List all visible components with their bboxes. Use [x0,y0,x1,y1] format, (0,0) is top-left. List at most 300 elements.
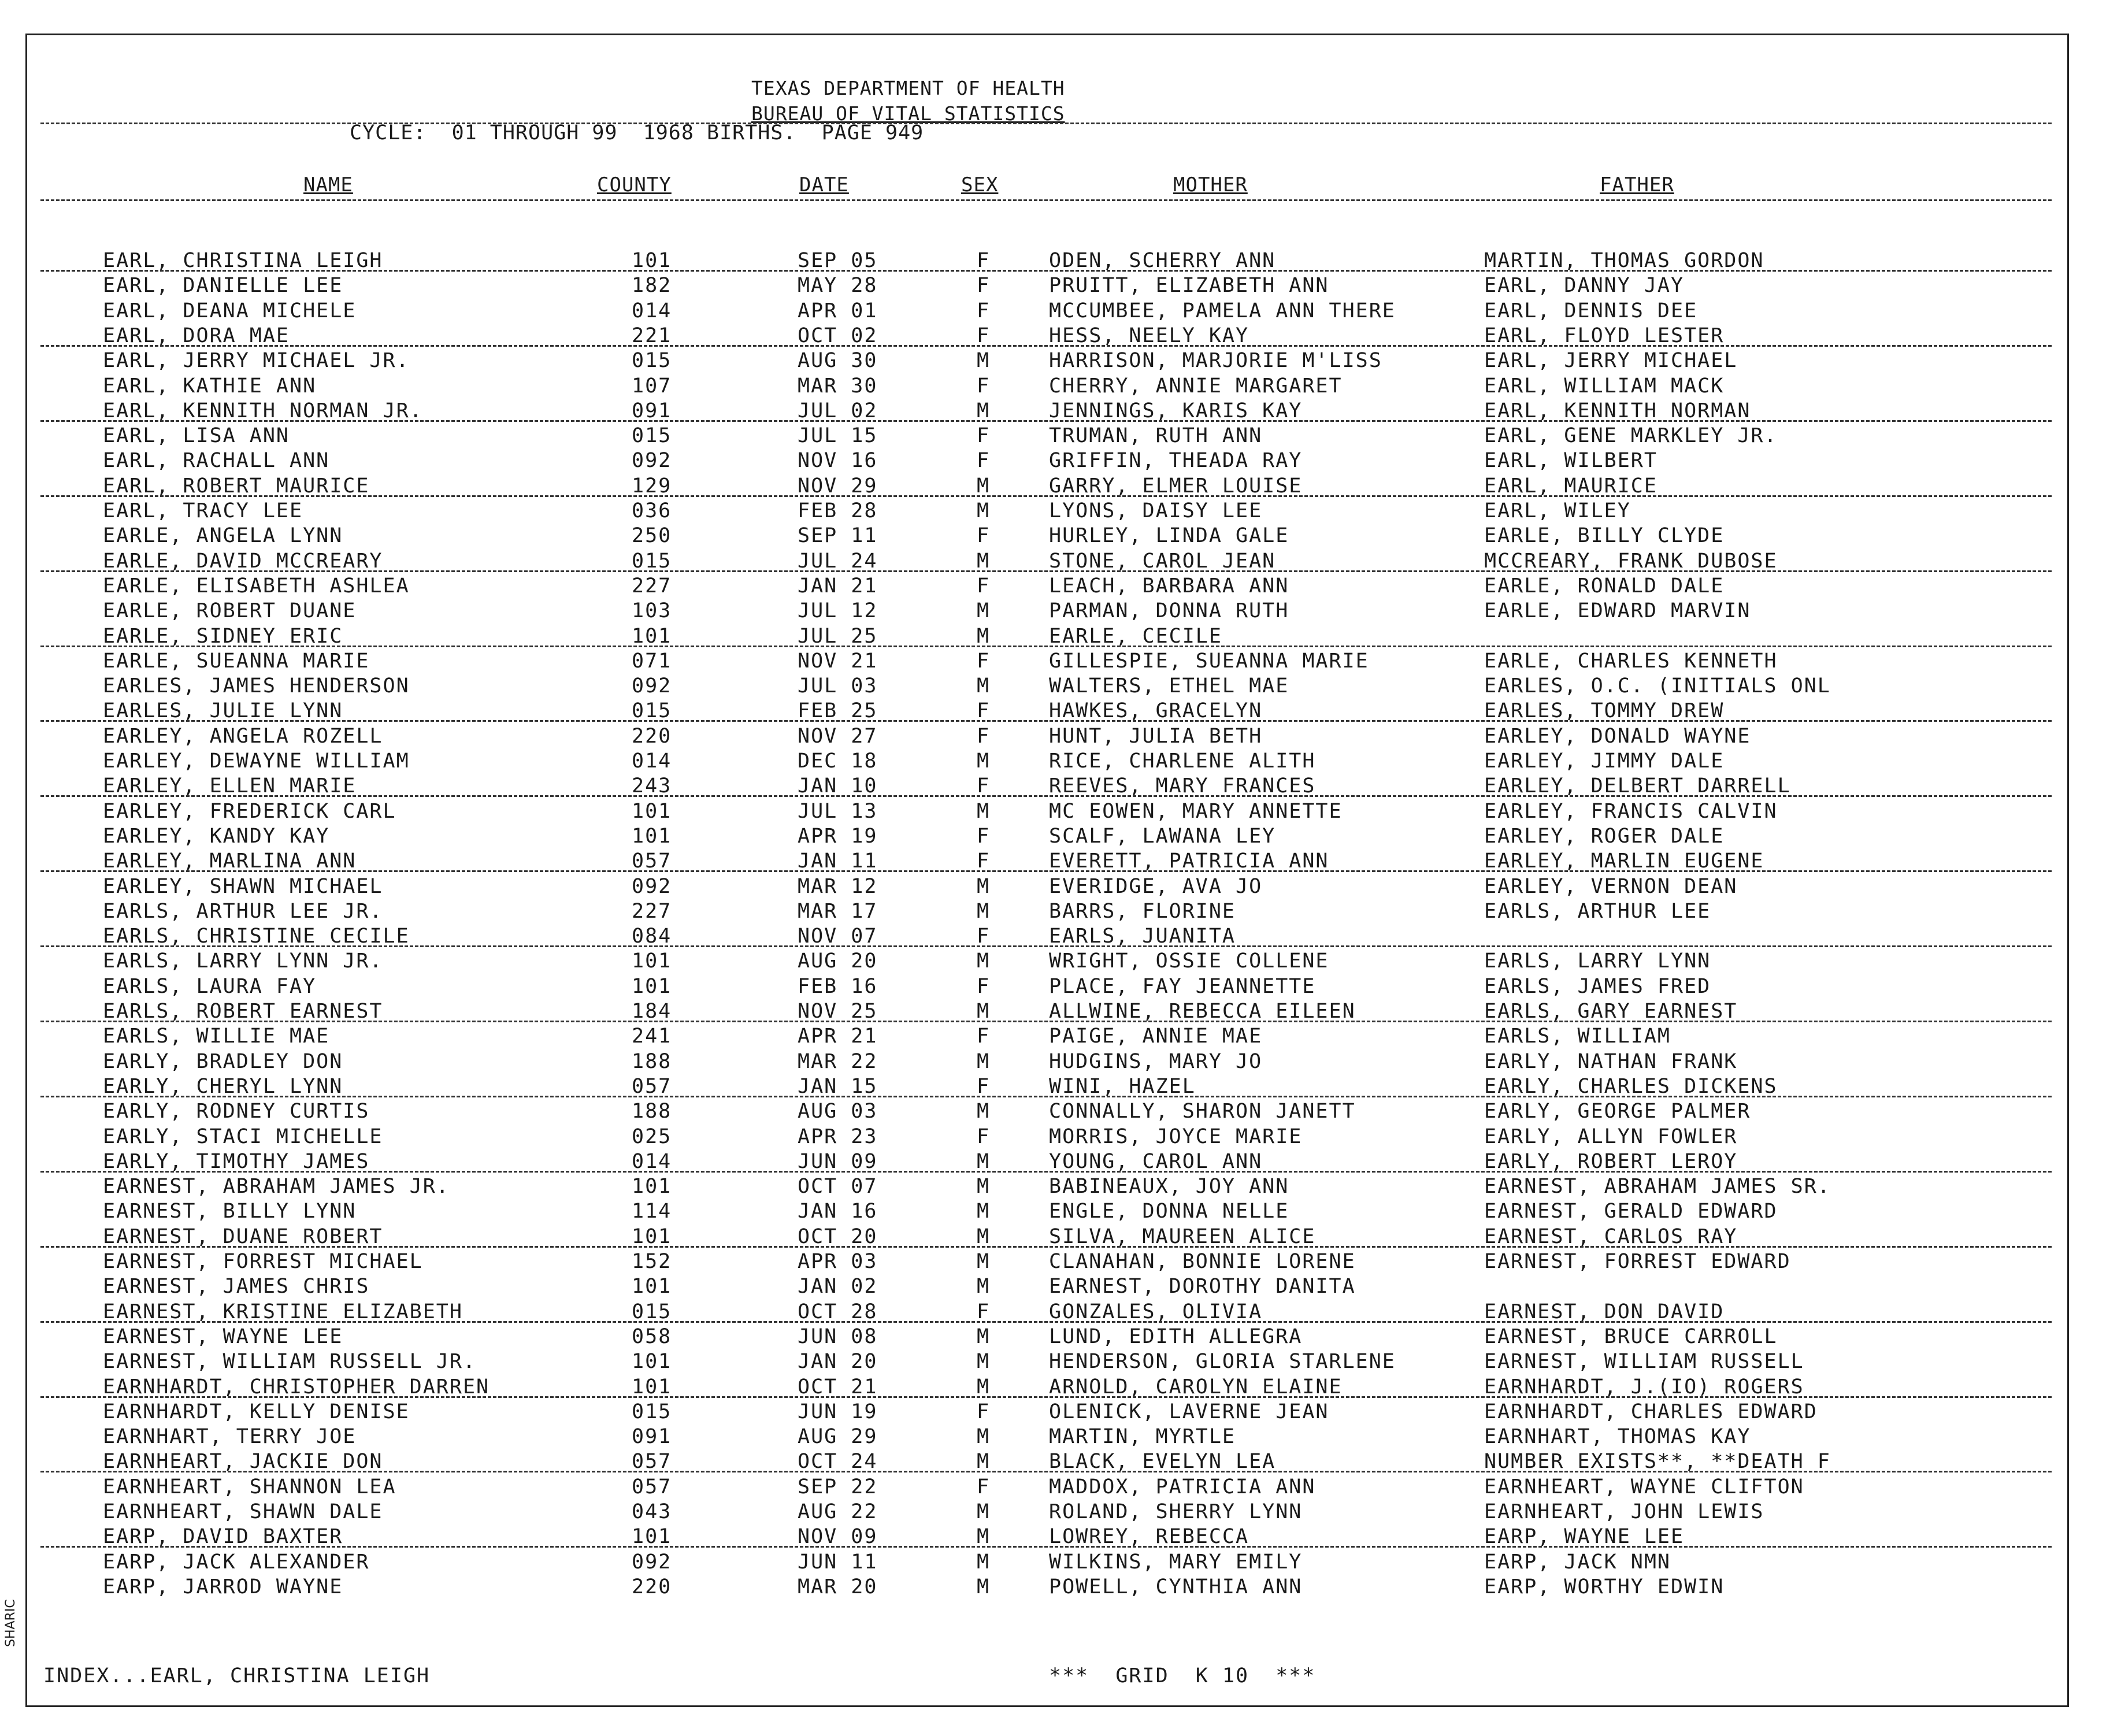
cell-father: EARL, DENNIS DEE [1484,299,1698,322]
cell-name: EARLE, SIDNEY ERIC [103,624,343,648]
table-row [0,299,2121,324]
cell-date: SEP 22 [798,1475,878,1498]
cell-mother: PLACE, FAY JEANNETTE [1049,974,1316,998]
column-header-mother: MOTHER [1173,173,1248,196]
cell-sex: M [977,1375,991,1399]
column-header-father: FATHER [1600,173,1674,196]
cell-name: EARNHARDT, CHRISTOPHER DARREN [103,1375,490,1399]
cell-sex: F [977,574,991,598]
cell-father: EARLEY, JIMMY DALE [1484,750,1725,773]
row-separator [40,1396,2052,1398]
cell-mother: LYONS, DAISY LEE [1049,499,1263,522]
cell-mother: WILKINS, MARY EMILY [1049,1550,1303,1574]
table-row [0,1325,2121,1349]
cell-name: EARL, DANIELLE LEE [103,274,343,298]
cell-father: EARLS, LARRY LYNN [1484,949,1711,973]
cell-county: 015 [632,424,672,448]
cell-date: SEP 05 [798,249,878,272]
rule-top [40,123,2052,124]
row-separator [40,270,2052,272]
cell-father: EARNEST, DON DAVID [1484,1300,1725,1323]
table-row [0,1274,2121,1299]
cell-mother: PAIGE, ANNIE MAE [1049,1025,1263,1048]
table-row [0,1500,2121,1524]
cell-father: EARLS, GARY EARNEST [1484,1000,1738,1023]
cell-mother: YOUNG, CAROL ANN [1049,1149,1263,1173]
cell-mother: REEVES, MARY FRANCES [1049,774,1316,798]
cell-date: JAN 16 [798,1200,878,1223]
cell-county: 101 [632,949,672,973]
cell-name: EARL, KENNITH NORMAN JR. [103,399,423,422]
cell-date: JUL 12 [798,599,878,623]
column-header-sex: SEX [961,173,999,196]
cell-sex: M [977,1325,991,1348]
cell-name: EARNEST, ABRAHAM JAMES JR. [103,1175,450,1199]
cell-father: EARNHEART, JOHN LEWIS [1484,1500,1764,1523]
cell-sex: F [977,774,991,798]
cell-name: EARLE, ANGELA LYNN [103,524,343,548]
cell-mother: MC EOWEN, MARY ANNETTE [1049,799,1343,823]
cell-name: EARNEST, FORREST MICHAEL [103,1250,423,1273]
index-label: INDEX...EARL, CHRISTINA LEIGH [43,1664,431,1687]
cell-date: JAN 02 [798,1275,878,1299]
cell-sex: M [977,1175,991,1199]
cell-sex: M [977,1000,991,1023]
cell-mother: WRIGHT, OSSIE COLLENE [1049,949,1329,973]
cell-father: EARL, FLOYD LESTER [1484,324,1725,347]
cell-mother: PRUITT, ELIZABETH ANN [1049,274,1329,298]
cell-county: 107 [632,374,672,398]
cell-name: EARNHEART, JACKIE DON [103,1450,383,1474]
cell-date: FEB 28 [798,499,878,522]
cell-father: EARLY, ALLYN FOWLER [1484,1125,1738,1148]
cell-mother: ODEN, SCHERRY ANN [1049,249,1276,272]
cell-mother: MADDOX, PATRICIA ANN [1049,1475,1316,1498]
row-separator [40,870,2052,872]
cell-father: EARL, MAURICE [1484,474,1658,498]
cell-sex: F [977,424,991,448]
cell-name: EARLY, RODNEY CURTIS [103,1100,370,1123]
cell-name: EARP, JARROD WAYNE [103,1575,343,1598]
cell-date: APR 23 [798,1125,878,1148]
cell-date: DEC 18 [798,750,878,773]
cell-father: EARP, WORTHY EDWIN [1484,1575,1725,1598]
cell-county: 058 [632,1325,672,1348]
cell-county: 241 [632,1025,672,1048]
cell-sex: M [977,349,991,373]
cell-date: JUN 08 [798,1325,878,1348]
cell-date: JAN 21 [798,574,878,598]
cell-county: 092 [632,1550,672,1574]
cell-sex: M [977,1525,991,1549]
cell-county: 101 [632,624,672,648]
grid-label: *** GRID K 10 *** [1049,1664,1316,1687]
cell-sex: M [977,399,991,422]
cell-name: EARNEST, KRISTINE ELIZABETH [103,1300,463,1323]
table-row [0,674,2121,699]
cell-name: EARP, JACK ALEXANDER [103,1550,370,1574]
cell-father: EARNHARDT, CHARLES EDWARD [1484,1400,1818,1423]
cell-county: 043 [632,1500,672,1523]
cell-sex: M [977,1500,991,1523]
cell-name: EARLE, DAVID MCCREARY [103,549,383,573]
cell-sex: M [977,1225,991,1248]
cell-date: OCT 24 [798,1450,878,1474]
cell-date: JAN 10 [798,774,878,798]
row-separator [40,1321,2052,1323]
cell-date: OCT 02 [798,324,878,347]
cell-name: EARNEST, DUANE ROBERT [103,1225,383,1248]
cell-mother: HESS, NEELY KAY [1049,324,1249,347]
cell-father: EARL, GENE MARKLEY JR. [1484,424,1778,448]
cell-county: 091 [632,1425,672,1449]
cell-sex: M [977,874,991,898]
cell-father: EARLY, CHARLES DICKENS [1484,1074,1778,1098]
cell-county: 103 [632,599,672,623]
cell-date: JAN 15 [798,1074,878,1098]
cell-county: 015 [632,1400,672,1423]
cell-father: EARLS, WILLIAM [1484,1025,1671,1048]
column-header-name: NAME [303,173,353,196]
cell-name: EARLEY, FREDERICK CARL [103,799,396,823]
cell-county: 227 [632,574,672,598]
cell-date: OCT 07 [798,1175,878,1199]
cell-sex: F [977,850,991,873]
cell-sex: F [977,1400,991,1423]
cell-date: NOV 21 [798,649,878,673]
cell-name: EARNEST, WAYNE LEE [103,1325,343,1348]
cell-county: 084 [632,925,672,948]
cell-name: EARLS, ROBERT EARNEST [103,1000,383,1023]
row-separator [40,495,2052,497]
cell-date: JUL 02 [798,399,878,422]
table-row [0,1199,2121,1224]
cell-mother: EVERETT, PATRICIA ANN [1049,850,1329,873]
cell-county: 188 [632,1100,672,1123]
cell-county: 227 [632,899,672,923]
cell-mother: ALLWINE, REBECCA EILEEN [1049,1000,1356,1023]
cell-father: EARLES, TOMMY DREW [1484,699,1725,723]
cell-sex: F [977,1074,991,1098]
cell-mother: CLANAHAN, BONNIE LORENE [1049,1250,1356,1273]
cell-mother: EARLS, JUANITA [1049,925,1236,948]
cell-name: EARNEST, BILLY LYNN [103,1200,357,1223]
table-row [0,824,2121,849]
cell-sex: F [977,449,991,473]
cell-date: JUL 24 [798,549,878,573]
cell-date: MAR 22 [798,1049,878,1073]
row-separator [40,420,2052,422]
row-separator [40,1021,2052,1022]
cell-name: EARLY, TIMOTHY JAMES [103,1149,370,1173]
cell-date: JUN 11 [798,1550,878,1574]
cell-county: 015 [632,349,672,373]
cell-sex: M [977,1200,991,1223]
cell-father: EARLE, EDWARD MARVIN [1484,599,1751,623]
bureau-title: BUREAU OF VITAL STATISTICS [751,102,1065,125]
cell-county: 221 [632,324,672,347]
cell-name: EARLY, BRADLEY DON [103,1049,343,1073]
cell-mother: ROLAND, SHERRY LYNN [1049,1500,1303,1523]
cell-father: EARNEST, FORREST EDWARD [1484,1250,1791,1273]
cell-father: EARLEY, DONALD WAYNE [1484,724,1751,748]
cell-sex: M [977,549,991,573]
cell-county: 092 [632,874,672,898]
cell-mother: PARMAN, DONNA RUTH [1049,599,1289,623]
cell-mother: GILLESPIE, SUEANNA MARIE [1049,649,1369,673]
cell-county: 057 [632,850,672,873]
table-row [0,1174,2121,1199]
cell-county: 014 [632,1149,672,1173]
cell-county: 091 [632,399,672,422]
side-label: SHARIC [3,1599,18,1647]
cell-sex: F [977,974,991,998]
cell-mother: EARLE, CECILE [1049,624,1222,648]
cell-mother: LOWREY, REBECCA [1049,1525,1249,1549]
cell-date: NOV 25 [798,1000,878,1023]
table-row [0,1475,2121,1500]
cell-sex: F [977,1475,991,1498]
table-row [0,799,2121,824]
cell-date: FEB 25 [798,699,878,723]
cell-date: MAY 28 [798,274,878,298]
cell-father: EARLY, GEORGE PALMER [1484,1100,1751,1123]
cell-father: EARLES, O.C. (INITIALS ONL [1484,674,1831,698]
cell-father: EARP, WAYNE LEE [1484,1525,1685,1549]
cell-mother: HENDERSON, GLORIA STARLENE [1049,1350,1396,1374]
cell-county: 101 [632,1375,672,1399]
cell-name: EARL, TRACY LEE [103,499,303,522]
cell-county: 057 [632,1450,672,1474]
cell-father: EARP, JACK NMN [1484,1550,1671,1574]
row-separator [40,795,2052,797]
cell-name: EARL, ROBERT MAURICE [103,474,370,498]
cell-date: JUN 09 [798,1149,878,1173]
cell-mother: CHERRY, ANNIE MARGARET [1049,374,1343,398]
row-separator [40,1471,2052,1472]
cell-sex: F [977,324,991,347]
table-row [0,949,2121,974]
cell-father: EARLE, CHARLES KENNETH [1484,649,1778,673]
cell-county: 114 [632,1200,672,1223]
cell-mother: SCALF, LAWANA LEY [1049,824,1276,848]
cell-county: 071 [632,649,672,673]
cell-father: EARNHARDT, J.(IO) ROGERS [1484,1375,1804,1399]
cell-sex: M [977,1250,991,1273]
cell-county: 220 [632,1575,672,1598]
cell-county: 243 [632,774,672,798]
cell-name: EARNHART, TERRY JOE [103,1425,357,1449]
row-separator [40,646,2052,647]
cell-name: EARLS, LARRY LYNN JR. [103,949,383,973]
cell-father: MCCREARY, FRANK DUBOSE [1484,549,1778,573]
rule-header [40,199,2052,201]
cell-name: EARLS, CHRISTINE CECILE [103,925,410,948]
cell-sex: M [977,1350,991,1374]
cell-county: 101 [632,1275,672,1299]
cell-date: MAR 17 [798,899,878,923]
table-row [0,974,2121,999]
cell-name: EARL, CHRISTINA LEIGH [103,249,383,272]
column-header-county: COUNTY [597,173,672,196]
cell-sex: M [977,949,991,973]
cell-father: EARL, JERRY MICHAEL [1484,349,1738,373]
cell-name: EARLY, CHERYL LYNN [103,1074,343,1098]
cell-sex: F [977,649,991,673]
cell-sex: M [977,899,991,923]
cell-county: 092 [632,674,672,698]
cell-father: EARL, WILEY [1484,499,1631,522]
cell-sex: M [977,1450,991,1474]
cell-county: 057 [632,1074,672,1098]
cell-father: EARLY, NATHAN FRANK [1484,1049,1738,1073]
table-row [0,1049,2121,1074]
row-separator [40,1171,2052,1173]
cell-county: 014 [632,750,672,773]
cell-county: 025 [632,1125,672,1148]
cell-date: AUG 29 [798,1425,878,1449]
cell-mother: MARTIN, MYRTLE [1049,1425,1236,1449]
cell-father: EARNEST, WILLIAM RUSSELL [1484,1350,1804,1374]
cell-name: EARLEY, DEWAYNE WILLIAM [103,750,410,773]
cell-name: EARNHARDT, KELLY DENISE [103,1400,410,1423]
cell-father: EARL, KENNITH NORMAN [1484,399,1751,422]
cell-date: JUL 15 [798,424,878,448]
cell-father: EARLEY, ROGER DALE [1484,824,1725,848]
row-separator [40,1546,2052,1548]
table-row [0,724,2121,749]
cell-sex: M [977,624,991,648]
cell-county: 101 [632,249,672,272]
cell-mother: MORRIS, JOYCE MARIE [1049,1125,1303,1148]
cell-sex: F [977,274,991,298]
table-row [0,1024,2121,1049]
cell-county: 101 [632,1175,672,1199]
cell-father: EARNHEART, WAYNE CLIFTON [1484,1475,1804,1498]
cell-date: JUL 03 [798,674,878,698]
cell-date: AUG 30 [798,349,878,373]
cell-father: EARLY, ROBERT LEROY [1484,1149,1738,1173]
cell-name: EARLEY, KANDY KAY [103,824,330,848]
cell-county: 014 [632,299,672,322]
cell-date: SEP 11 [798,524,878,548]
cell-county: 015 [632,699,672,723]
cell-date: JUL 13 [798,799,878,823]
cell-county: 152 [632,1250,672,1273]
cell-name: EARLS, ARTHUR LEE JR. [103,899,383,923]
cell-name: EARLE, SUEANNA MARIE [103,649,370,673]
cell-mother: TRUMAN, RUTH ANN [1049,424,1263,448]
cell-mother: WALTERS, ETHEL MAE [1049,674,1289,698]
table-row [0,1349,2121,1374]
cell-name: EARNHEART, SHANNON LEA [103,1475,396,1498]
cell-sex: F [977,1125,991,1148]
cell-father: EARL, WILBERT [1484,449,1658,473]
cell-mother: OLENICK, LAVERNE JEAN [1049,1400,1329,1423]
cell-name: EARLE, ELISABETH ASHLEA [103,574,410,598]
cell-name: EARLS, LAURA FAY [103,974,317,998]
cell-father: EARL, WILLIAM MACK [1484,374,1725,398]
cell-county: 101 [632,1350,672,1374]
table-row [0,1575,2121,1600]
cell-sex: F [977,524,991,548]
cell-sex: M [977,674,991,698]
cell-mother: EARNEST, DOROTHY DANITA [1049,1275,1356,1299]
cell-mother: STONE, CAROL JEAN [1049,549,1276,573]
table-row [0,348,2121,373]
cell-county: 220 [632,724,672,748]
row-separator [40,720,2052,722]
cell-mother: HARRISON, MARJORIE M'LISS [1049,349,1382,373]
cell-mother: BARRS, FLORINE [1049,899,1236,923]
table-row [0,899,2121,924]
table-row [0,273,2121,298]
cell-sex: M [977,1149,991,1173]
cell-father: EARNEST, ABRAHAM JAMES SR. [1484,1175,1831,1199]
cell-father: EARLE, RONALD DALE [1484,574,1725,598]
cell-sex: M [977,1275,991,1299]
cell-mother: SILVA, MAUREEN ALICE [1049,1225,1316,1248]
cell-name: EARL, JERRY MICHAEL JR. [103,349,410,373]
cell-county: 184 [632,1000,672,1023]
cell-mother: GRIFFIN, THEADA RAY [1049,449,1303,473]
cell-mother: HUNT, JULIA BETH [1049,724,1263,748]
cell-sex: M [977,799,991,823]
cell-sex: M [977,750,991,773]
cell-date: JUL 25 [798,624,878,648]
cell-date: NOV 27 [798,724,878,748]
cell-sex: F [977,824,991,848]
cell-county: 101 [632,1525,672,1549]
cell-mother: MCCUMBEE, PAMELA ANN THERE [1049,299,1396,322]
cell-date: APR 03 [798,1250,878,1273]
cell-mother: HURLEY, LINDA GALE [1049,524,1289,548]
cell-mother: EVERIDGE, AVA JO [1049,874,1263,898]
cell-county: 101 [632,974,672,998]
cycle-line: CYCLE: 01 THROUGH 99 1968 BIRTHS. PAGE 949 [350,121,924,144]
table-row [0,874,2121,899]
cell-name: EARL, DORA MAE [103,324,290,347]
cell-mother: BABINEAUX, JOY ANN [1049,1175,1289,1199]
row-separator [40,945,2052,947]
cell-sex: M [977,1100,991,1123]
column-header-date: DATE [799,173,849,196]
cell-county: 015 [632,549,672,573]
cell-sex: F [977,1300,991,1323]
cell-sex: M [977,474,991,498]
table-row [0,1425,2121,1449]
cell-sex: M [977,1049,991,1073]
cell-sex: M [977,1550,991,1574]
table-row [0,599,2121,624]
cell-mother: POWELL, CYNTHIA ANN [1049,1575,1303,1598]
cell-date: NOV 29 [798,474,878,498]
cell-county: 015 [632,1300,672,1323]
cell-county: 188 [632,1049,672,1073]
cell-date: AUG 03 [798,1100,878,1123]
row-separator [40,345,2052,347]
cell-county: 057 [632,1475,672,1498]
cell-county: 101 [632,799,672,823]
table-row [0,1125,2121,1149]
cell-sex: F [977,1025,991,1048]
cell-mother: ENGLE, DONNA NELLE [1049,1200,1289,1223]
cell-father: EARNEST, CARLOS RAY [1484,1225,1738,1248]
cell-date: NOV 16 [798,449,878,473]
cell-father: EARNEST, GERALD EDWARD [1484,1200,1778,1223]
cell-father: EARL, DANNY JAY [1484,274,1685,298]
department-title: TEXAS DEPARTMENT OF HEALTH [751,77,1065,99]
